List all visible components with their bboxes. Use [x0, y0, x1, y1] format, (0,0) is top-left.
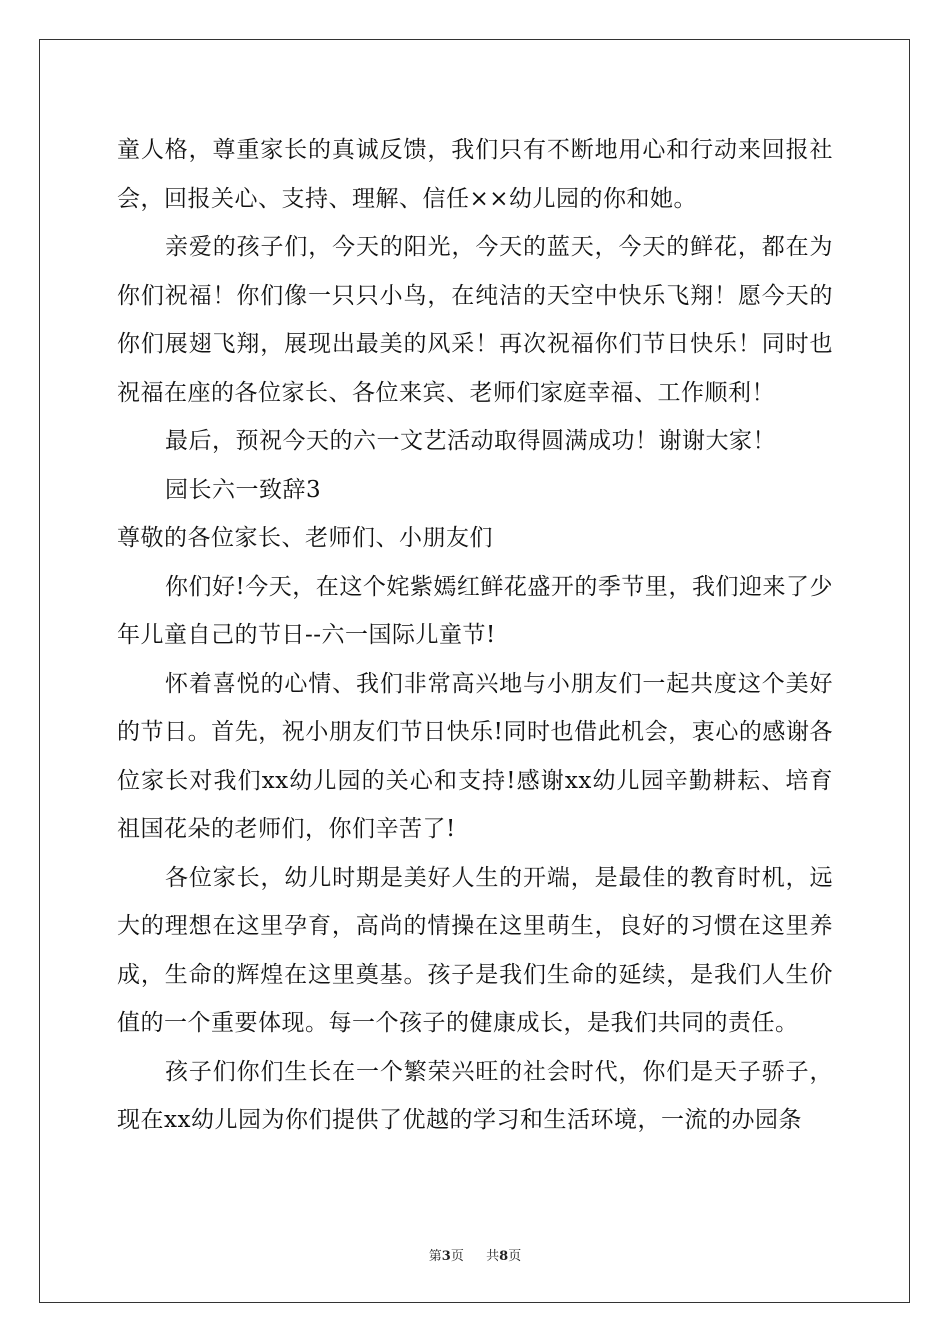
page-suffix: 页: [450, 1249, 464, 1264]
page-total-label: [486, 1245, 521, 1264]
paragraph: 孩子们你们生长在一个繁荣兴旺的社会时代，你们是天子骄子，现在xx幼儿园为你们提供了优越的学习和生活环境，一流的办园条: [117, 1058, 833, 1133]
paragraph: 怀着喜悦的心情、我们非常高兴地与小朋友们一起共度这个美好的节日。首先，祝小朋友们节日快乐!同时也借此机会，衷心的感谢各位家长对我们xx幼儿园的关心和支持!感谢xx幼儿园辛勤耕耘、培育祖国花朵的老师们，你们辛苦了!: [117, 670, 833, 842]
paragraph: 亲爱的孩子们，今天的阳光，今天的蓝天，今天的鲜花，都在为你们祝福！你们像一只只小鸟，在纯洁的天空中快乐飞翔！愿今天的你们展翅飞翔，展现出最美的风采！再次祝福你们节日快乐！同时也祝福在座的各位家长、各位来宾、老师们家庭幸福、工作顺利！: [117, 234, 833, 406]
page-number-label: [429, 1245, 464, 1264]
page-current: 3: [441, 1249, 451, 1264]
section-heading: 园长六一致辞3: [165, 476, 322, 503]
paragraph: 童人格，尊重家长的真诚反馈，我们只有不断地用心和行动来回报社会，回报关心、支持、理解、信任××幼儿园的你和她。: [117, 137, 833, 212]
paragraph: 最后，预祝今天的六一文艺活动取得圆满成功！谢谢大家！: [165, 428, 776, 454]
total-prefix: 共: [486, 1249, 500, 1264]
page-total: 8: [499, 1249, 509, 1264]
page-footer: [0, 1245, 950, 1264]
salutation: 尊敬的各位家长、老师们、小朋友们: [117, 525, 493, 551]
paragraph: 你们好!今天，在这个姹紫嫣红鲜花盛开的季节里，我们迎来了少年儿童自己的节日--六一国际儿童节!: [117, 573, 833, 648]
page-prefix: 第: [428, 1249, 442, 1264]
document-body: [117, 126, 833, 1145]
total-suffix: 页: [508, 1249, 522, 1264]
paragraph: 各位家长，幼儿时期是美好人生的开端，是最佳的教育时机，远大的理想在这里孕育，高尚的情操在这里萌生，良好的习惯在这里养成，生命的辉煌在这里奠基。孩子是我们生命的延续，是我们人生价值的一个重要体现。每一个孩子的健康成长，是我们共同的责任。: [117, 864, 833, 1036]
